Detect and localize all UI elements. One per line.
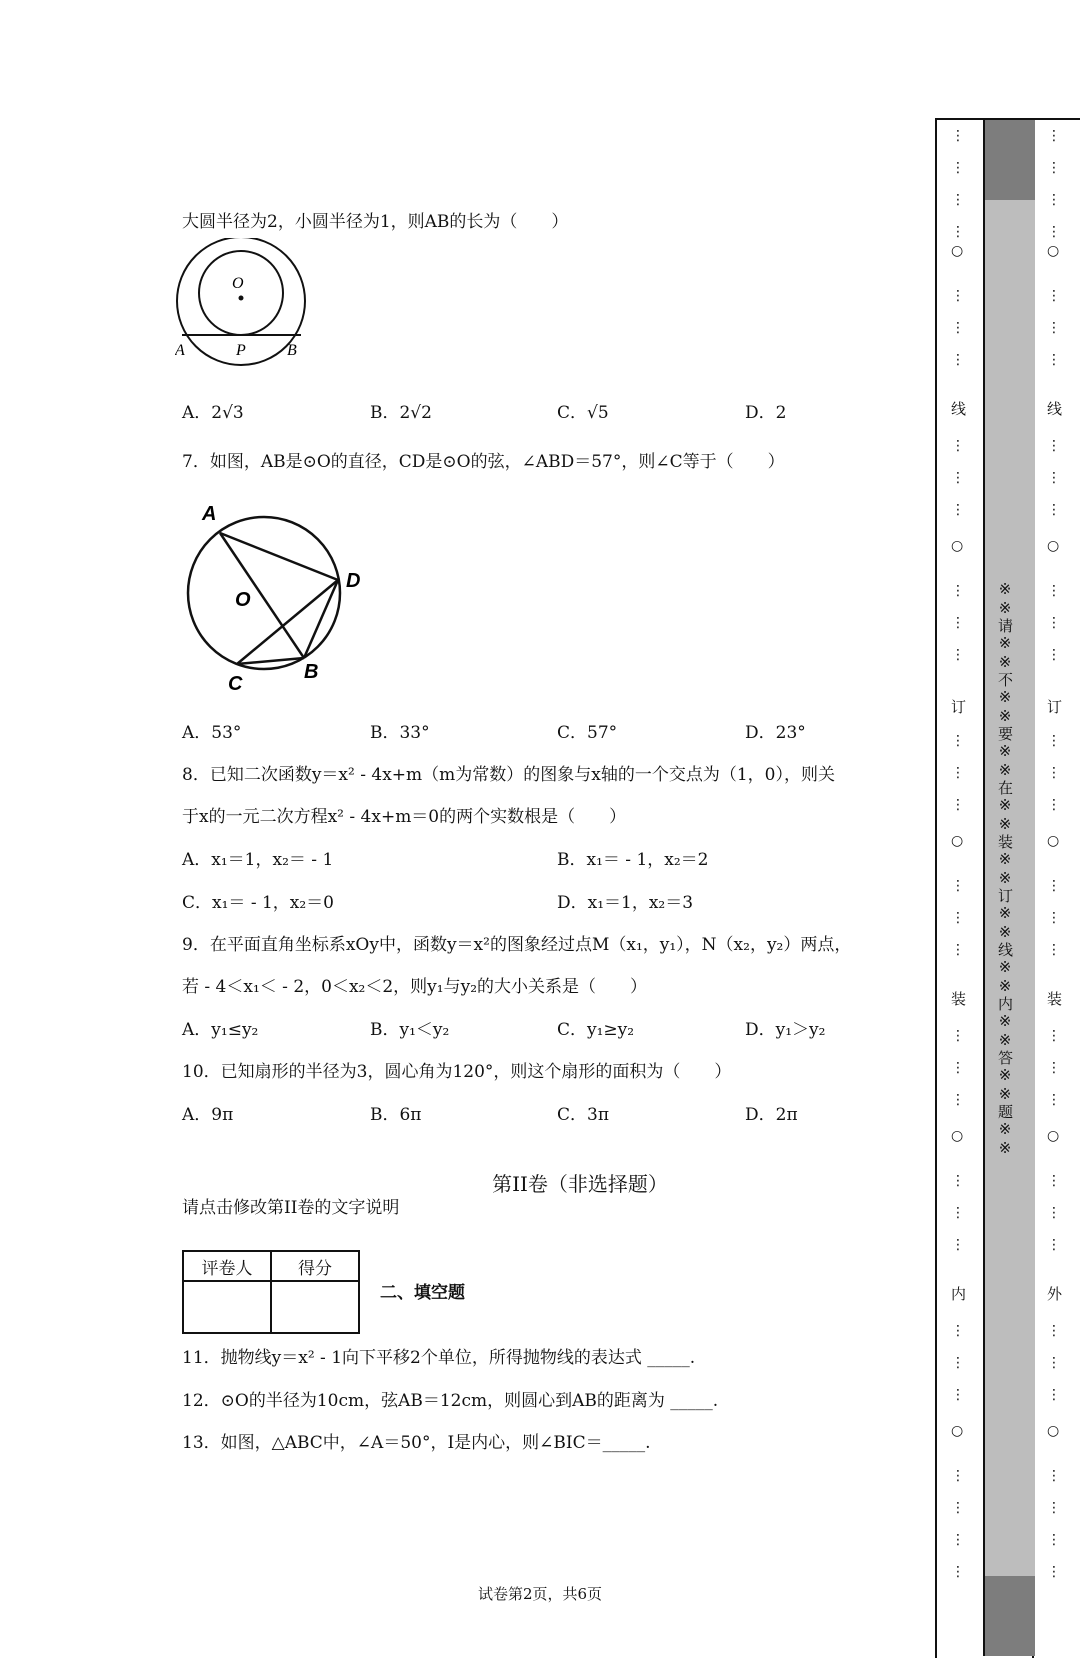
- margin-outer-mark-wai: 外: [1047, 1285, 1063, 1303]
- margin-outer-mark-ding: 订: [1047, 698, 1063, 716]
- q6-option-c: C．√5: [557, 403, 609, 423]
- margin-outer-circle-3: ○: [1047, 833, 1060, 849]
- margin-outer-circle-4: ○: [1047, 1128, 1060, 1144]
- q9-stem-line1: 9．在平面直角坐标系xOy中，函数y＝x²的图象经过点M（x₁，y₁），N（x₂，y₂）两点，: [182, 935, 852, 955]
- margin-inner-mark-line: 线: [951, 400, 967, 418]
- q6-option-a: A．2√3: [182, 403, 244, 423]
- margin-outer-circle-1: ○: [1047, 243, 1060, 259]
- q10-option-b: B．6π: [370, 1105, 422, 1125]
- fig6-label-b: B: [287, 342, 297, 359]
- figure-q6-concentric-circles: [175, 238, 325, 373]
- score-table-cell-score[interactable]: [271, 1281, 359, 1333]
- margin-inner-circle-2: ○: [951, 538, 964, 554]
- margin-outer-dots: ⋮ ⋮ ⋮ ⋮ ○ ⋮ ⋮ ⋮ 线 ⋮ ⋮ ⋮ ○ ⋮ ⋮ ⋮ 订 ⋮ ⋮ ⋮ ○ ⋮ ⋮ ⋮ 装 ⋮ ⋮ ⋮ ○ ⋮ ⋮ ⋮ 外 ⋮ ⋮ ⋮ ○ ⋮ ⋮ ⋮ ⋮: [1047, 128, 1063, 1580]
- section-note: 请点击修改第II卷的文字说明: [182, 1198, 400, 1218]
- q8-option-d: D．x₁＝1，x₂＝3: [557, 893, 694, 913]
- fig6-label-o: O: [232, 275, 244, 292]
- q8-option-b: B．x₁＝ - 1，x₂＝2: [557, 850, 709, 870]
- fig7-label-a: A: [202, 503, 217, 525]
- fill-section-title: 二、填空题: [380, 1283, 465, 1303]
- margin-inner-mark-ding: 订: [951, 698, 967, 716]
- fig6-label-p: P: [236, 342, 246, 359]
- q10-option-a: A．9π: [182, 1105, 234, 1125]
- q7-option-b: B．33°: [370, 723, 430, 743]
- q8-stem-line2: 于x的一元二次方程x² - 4x+m＝0的两个实数根是（ ）: [182, 807, 627, 827]
- q9-stem-line2: 若 - 4＜x₁＜ - 2，0＜x₂＜2，则y₁与y₂的大小关系是（ ）: [182, 977, 648, 997]
- margin-outer-circle-5: ○: [1047, 1423, 1060, 1439]
- margin-gray-band: [983, 120, 1035, 1656]
- q8-option-a: A．x₁＝1，x₂＝ - 1: [182, 850, 334, 870]
- fig7-label-d: D: [346, 570, 361, 592]
- margin-outer-mark-line: 线: [1047, 400, 1063, 418]
- margin-inner-mark-nei: 内: [951, 1285, 967, 1303]
- q6-option-d: D．2: [745, 403, 787, 423]
- q11-stem: 11．抛物线y＝x² - 1向下平移2个单位，所得抛物线的表达式 _____.: [182, 1348, 696, 1368]
- score-table-header-score: 得分: [271, 1251, 359, 1281]
- margin-inner-mark-zhuang: 装: [951, 990, 967, 1008]
- q9-option-a: A．y₁≤y₂: [182, 1020, 259, 1040]
- fig7-label-c: C: [228, 673, 243, 695]
- score-table-header-grader: 评卷人: [183, 1251, 271, 1281]
- margin-inner-circle-3: ○: [951, 833, 964, 849]
- score-table-cell-grader[interactable]: [183, 1281, 271, 1333]
- q9-option-d: D．y₁＞y₂: [745, 1020, 826, 1040]
- q6-stem: 大圆半径为2，小圆半径为1，则AB的长为（ ）: [182, 212, 569, 232]
- margin-gray-band-bottom-dark: [985, 1576, 1035, 1656]
- page-footer: 试卷第2页，共6页: [477, 1585, 603, 1603]
- margin-inner-rule: [935, 118, 937, 1658]
- binding-margin: [935, 118, 1080, 1658]
- margin-inner-circle-1: ○: [951, 243, 964, 259]
- q13-stem: 13．如图，△ABC中，∠A＝50°，I是内心，则∠BIC＝_____.: [182, 1433, 651, 1453]
- fig7-label-o: O: [235, 589, 251, 611]
- q8-option-c: C．x₁＝ - 1，x₂＝0: [182, 893, 334, 913]
- score-table: [182, 1250, 360, 1334]
- q10-stem: 10．已知扇形的半径为3，圆心角为120°，则这个扇形的面积为（ ）: [182, 1062, 732, 1082]
- margin-gray-band-top-dark: [985, 120, 1035, 200]
- q7-option-c: C．57°: [557, 723, 618, 743]
- q7-option-a: A．53°: [182, 723, 242, 743]
- q7-stem: 7．如图，AB是⊙O的直径，CD是⊙O的弦，∠ABD＝57°，则∠C等于（ ）: [182, 452, 785, 472]
- q10-option-c: C．3π: [557, 1105, 609, 1125]
- q9-option-c: C．y₁≥y₂: [557, 1020, 635, 1040]
- margin-inner-circle-4: ○: [951, 1128, 964, 1144]
- fig6-label-a: A: [175, 342, 185, 359]
- margin-outer-circle-2: ○: [1047, 538, 1060, 554]
- figure-q7-circle-chords: [180, 498, 380, 698]
- q8-stem-line1: 8．已知二次函数y＝x² - 4x+m（m为常数）的图象与x轴的一个交点为（1，0），则关: [182, 765, 835, 785]
- q9-option-b: B．y₁＜y₂: [370, 1020, 450, 1040]
- margin-outer-mark-zhuang: 装: [1047, 990, 1063, 1008]
- section-title: 第II卷（非选择题）: [492, 1172, 668, 1196]
- q10-option-d: D．2π: [745, 1105, 798, 1125]
- margin-inner-circle-5: ○: [951, 1423, 964, 1439]
- q6-option-b: B．2√2: [370, 403, 432, 423]
- margin-inner-dots: ⋮ ⋮ ⋮ ⋮ ○ ⋮ ⋮ ⋮ 线 ⋮ ⋮ ⋮ ○ ⋮ ⋮ ⋮ 订 ⋮ ⋮ ⋮ ○ ⋮ ⋮ ⋮ 装 ⋮ ⋮ ⋮ ○ ⋮ ⋮ ⋮ 内 ⋮ ⋮ ⋮ ○ ⋮ ⋮ ⋮ ⋮: [951, 128, 967, 1580]
- q7-option-d: D．23°: [745, 723, 806, 743]
- fig7-label-b: B: [304, 661, 319, 683]
- margin-warning-text: ※※请※※不※※要※※在※※装※※订※※线※※内※※答※※题※※: [996, 580, 1014, 1158]
- q12-stem: 12．⊙O的半径为10cm，弦AB＝12cm，则圆心到AB的距离为 _____.: [182, 1391, 719, 1411]
